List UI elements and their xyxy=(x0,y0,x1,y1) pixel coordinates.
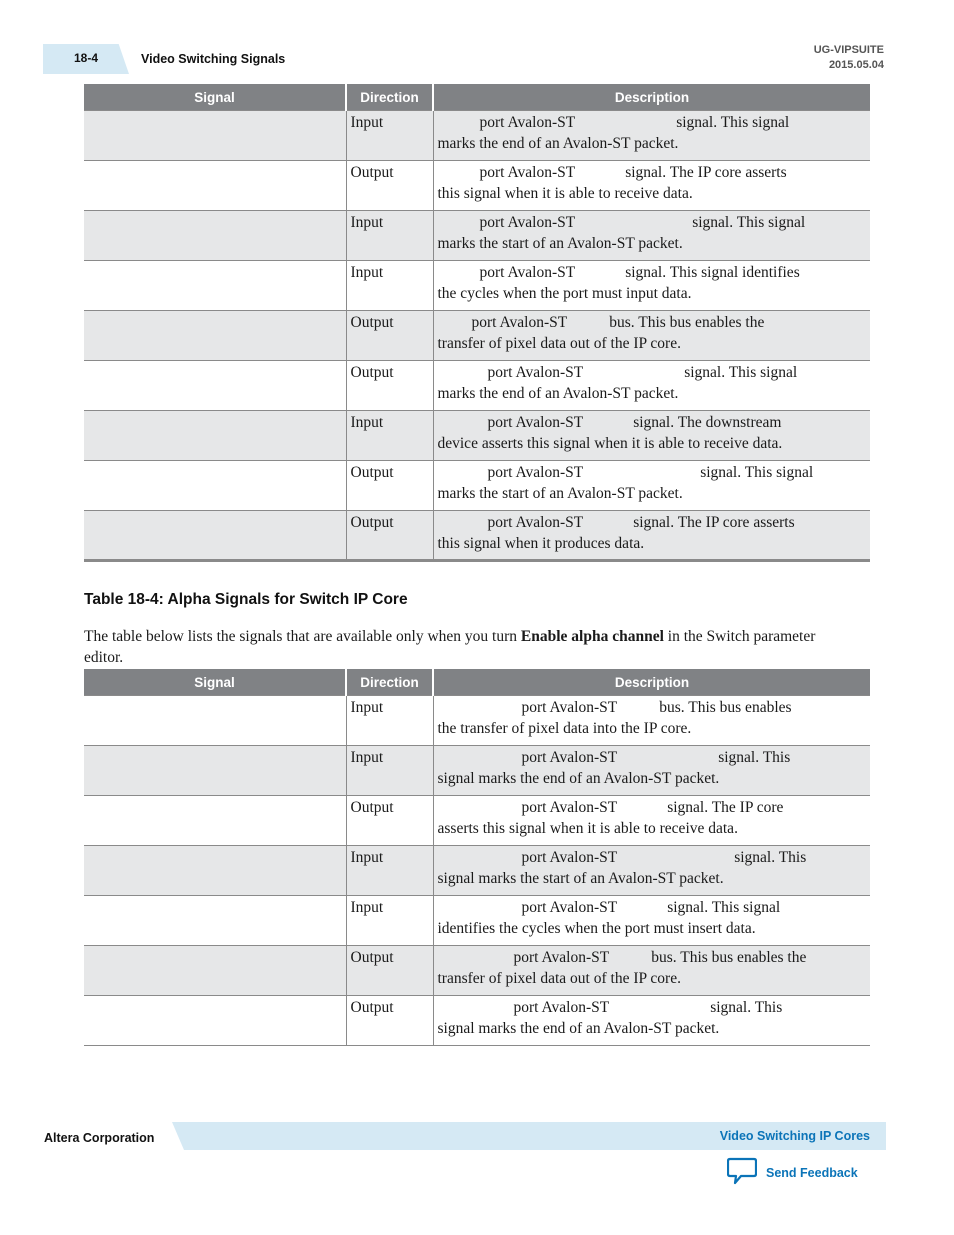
signal-cell xyxy=(84,211,346,261)
doc-code: UG-VIPSUITE xyxy=(813,44,884,56)
send-feedback-label[interactable]: Send Feedback xyxy=(766,1166,858,1180)
col-description: Description xyxy=(433,669,870,696)
col-signal: Signal xyxy=(84,669,346,696)
table-row xyxy=(84,361,870,411)
table-header-row xyxy=(84,669,870,696)
doc-date: 2015.05.04 xyxy=(828,59,884,71)
signal-cell xyxy=(84,796,346,846)
direction-cell: Input xyxy=(346,411,433,461)
description-cell: port Avalon-ST bus. This bus enables the transfer of pixel data into the IP core. xyxy=(433,696,870,746)
table-row xyxy=(84,946,870,996)
direction-cell: Output xyxy=(346,361,433,411)
direction-cell: Output xyxy=(346,311,433,361)
signal-cell xyxy=(84,111,346,161)
signal-cell xyxy=(84,311,346,361)
description-cell: port Avalon-ST signal. This signal identifies the cycles when the port must insert data. xyxy=(433,896,870,946)
table-caption: Table 18-4: Alpha Signals for Switch IP Core xyxy=(84,591,408,608)
col-description: Description xyxy=(433,84,870,111)
signal-cell xyxy=(84,746,346,796)
alpha-signals-table xyxy=(84,669,870,1046)
footer-company: Altera Corporation xyxy=(44,1131,155,1145)
table-header-row xyxy=(84,84,870,111)
table-row xyxy=(84,896,870,946)
section-title: Video Switching Signals xyxy=(141,52,286,66)
signal-cell xyxy=(84,996,346,1046)
table-row xyxy=(84,846,870,896)
description-cell: port Avalon-ST signal. This signal marks the end of an Avalon-ST packet. xyxy=(433,996,870,1046)
table-row xyxy=(84,461,870,511)
description-cell: port Avalon-ST signal. This signal marks the end of an Avalon-ST packet. xyxy=(433,361,870,411)
emphasis-enable-alpha: Enable alpha channel xyxy=(520,628,664,645)
video-signals-table xyxy=(84,84,870,562)
direction-cell: Output xyxy=(346,996,433,1046)
signal-cell xyxy=(84,696,346,746)
table-row xyxy=(84,311,870,361)
col-signal: Signal xyxy=(84,84,346,111)
intro-paragraph: The table below lists the signals that are available only when you turn Enable alpha channel in the Switch parameter editor. xyxy=(84,628,816,666)
description-cell: port Avalon-ST signal. This signal marks the start of an Avalon-ST packet. xyxy=(433,461,870,511)
table-row xyxy=(84,411,870,461)
description-cell: port Avalon-ST signal. This signal marks the end of an Avalon-ST packet. xyxy=(433,111,870,161)
direction-cell: Input xyxy=(346,111,433,161)
signal-cell xyxy=(84,946,346,996)
table-row xyxy=(84,211,870,261)
table-row xyxy=(84,511,870,561)
description-cell: port Avalon-ST signal. This signal marks the start of an Avalon-ST packet. xyxy=(433,846,870,896)
col-direction: Direction xyxy=(346,84,433,111)
description-cell: port Avalon-ST bus. This bus enables the transfer of pixel data out of the IP core. xyxy=(433,311,870,361)
table-row xyxy=(84,996,870,1046)
signal-cell xyxy=(84,461,346,511)
direction-cell: Output xyxy=(346,796,433,846)
table-row xyxy=(84,261,870,311)
description-cell: port Avalon-ST signal. The downstream device asserts this signal when it is able to receive data. xyxy=(433,411,870,461)
direction-cell: Input xyxy=(346,846,433,896)
description-cell: port Avalon-ST signal. This signal marks the start of an Avalon-ST packet. xyxy=(433,211,870,261)
description-cell: port Avalon-ST bus. This bus enables the transfer of pixel data out of the IP core. xyxy=(433,946,870,996)
table-row xyxy=(84,161,870,211)
description-cell: port Avalon-ST signal. The IP core asserts this signal when it produces data. xyxy=(433,511,870,561)
table-row xyxy=(84,796,870,846)
direction-cell: Input xyxy=(346,896,433,946)
signal-cell xyxy=(84,896,346,946)
direction-cell: Output xyxy=(346,511,433,561)
description-cell: port Avalon-ST signal. This signal identifies the cycles when the port must input data. xyxy=(433,261,870,311)
direction-cell: Output xyxy=(346,946,433,996)
page-number: 18-4 xyxy=(74,51,99,65)
direction-cell: Output xyxy=(346,461,433,511)
table-row xyxy=(84,696,870,746)
table-row xyxy=(84,111,870,161)
signal-cell xyxy=(84,361,346,411)
speech-bubble-icon xyxy=(727,1157,757,1190)
signal-cell xyxy=(84,511,346,561)
chapter-link[interactable]: Video Switching IP Cores xyxy=(719,1129,870,1143)
description-cell: port Avalon-ST signal. The IP core asserts this signal when it is able to receive data. xyxy=(433,796,870,846)
table-row xyxy=(84,746,870,796)
signal-cell xyxy=(84,846,346,896)
direction-cell: Input xyxy=(346,696,433,746)
signal-cell xyxy=(84,261,346,311)
description-cell: port Avalon-ST signal. This signal marks the end of an Avalon-ST packet. xyxy=(433,746,870,796)
send-feedback-link[interactable] xyxy=(727,1159,858,1187)
signal-cell xyxy=(84,411,346,461)
signal-cell xyxy=(84,161,346,211)
direction-cell: Input xyxy=(346,261,433,311)
direction-cell: Input xyxy=(346,746,433,796)
col-direction: Direction xyxy=(346,669,433,696)
direction-cell: Output xyxy=(346,161,433,211)
direction-cell: Input xyxy=(346,211,433,261)
description-cell: port Avalon-ST signal. The IP core asserts this signal when it is able to receive data. xyxy=(433,161,870,211)
doc-id xyxy=(814,43,884,73)
